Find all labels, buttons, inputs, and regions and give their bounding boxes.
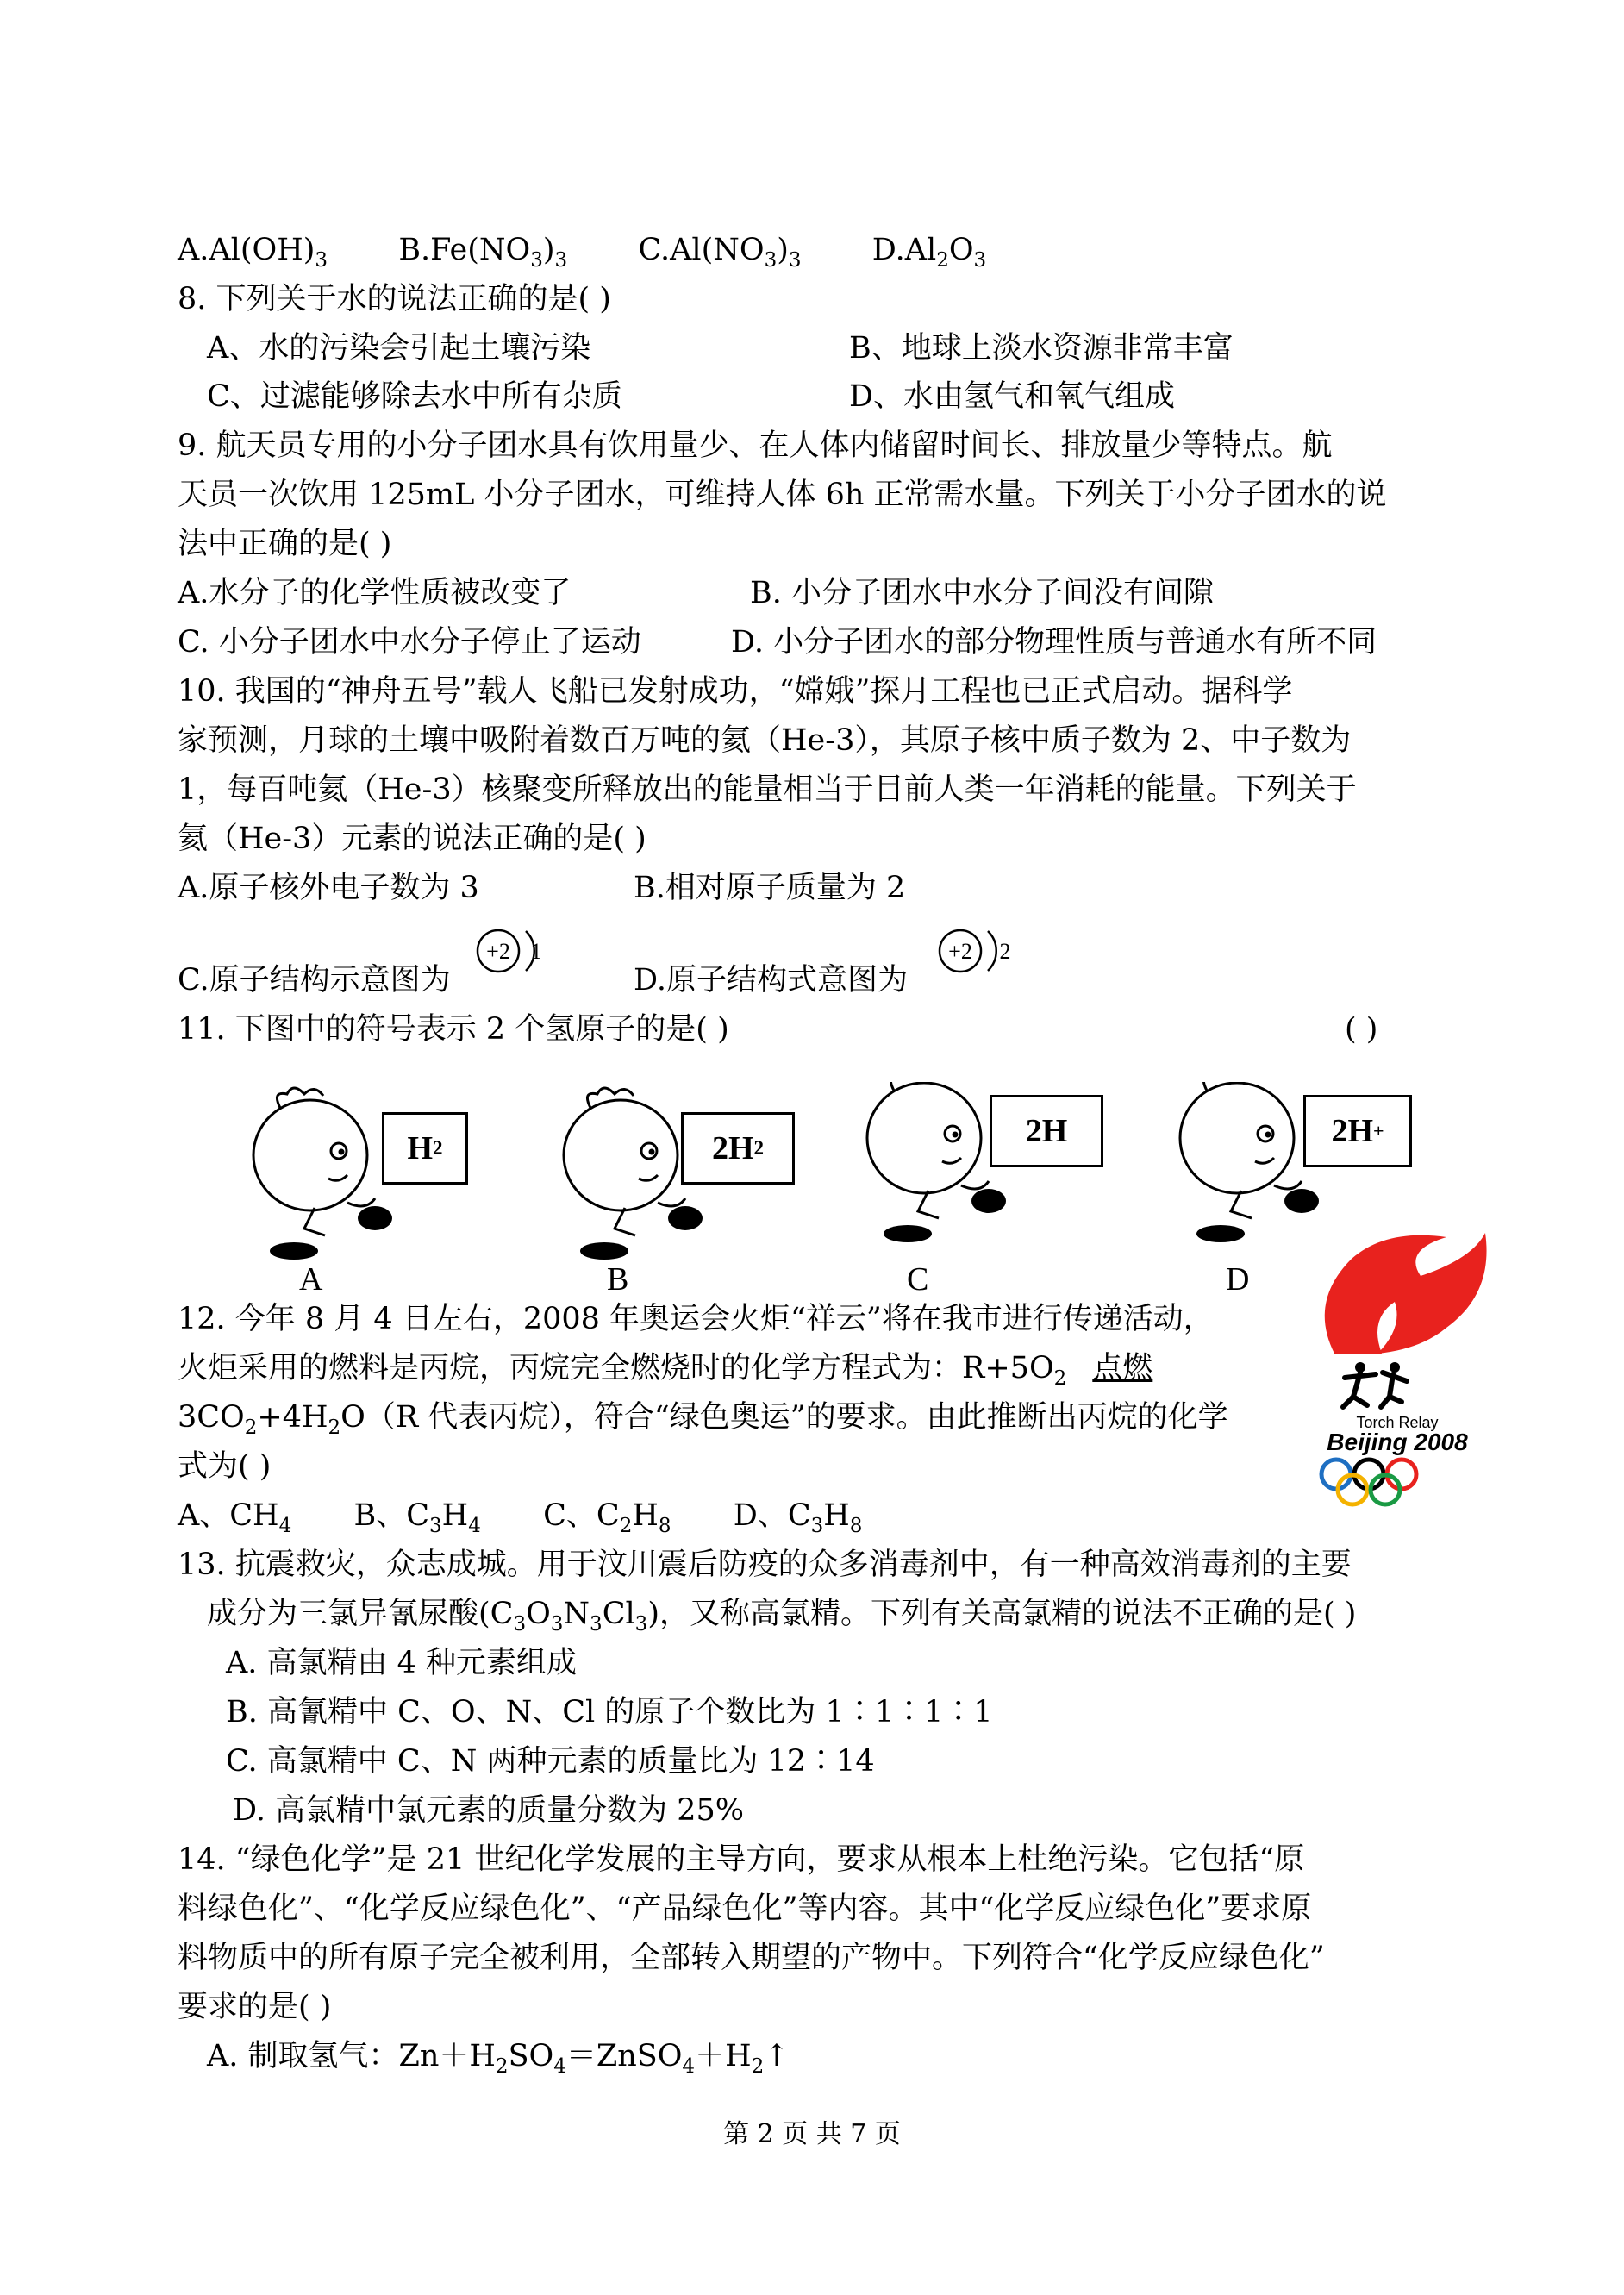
- svg-text:1: 1: [530, 939, 542, 964]
- q7-options: [178, 231, 986, 279]
- q12-option-a: A、$CH_4$: [178, 1498, 292, 1537]
- q13-option-d: D. 高氯精中氯元素的质量分数为 25%: [233, 1793, 744, 1828]
- q10-option-a: A.原子核外电子数为 3: [178, 871, 479, 905]
- q10-line-2: 家预测，月球的土壤中吸附着数百万吨的氦（He-3），其原子核中质子数为 2、中子数为: [178, 723, 1352, 758]
- q12-options: [178, 1497, 862, 1545]
- q11-stem: 11. 下图中的符号表示 2 个氢原子的是( ): [178, 1012, 729, 1047]
- q7-option-a: $A.Al(OH)_3$: [178, 233, 328, 272]
- q10-option-b: B.相对原子质量为 2: [634, 871, 906, 905]
- q12-line-4: 式为( ): [178, 1449, 272, 1484]
- q9-option-c: C. 小分子团水中水分子停止了运动: [178, 625, 641, 660]
- q8-option-d: D、水由氢气和氧气组成: [849, 379, 1176, 414]
- q10-line-1: 10. 我国的“神舟五号”载人飞船已发射成功，“嫦娥”探月工程也已正式启动。据科学: [178, 674, 1293, 709]
- q9-option-d: D. 小分子团水的部分物理性质与普通水有所不同: [731, 625, 1377, 660]
- q12-line-3: $3CO_2+4H_2O(R$ 代表丙烷），符合“绿色奥运”的要求。由此推断出丙烷的化学: [178, 1400, 1228, 1439]
- q11-card-b: 2H 2: [681, 1112, 795, 1185]
- q12-option-d: D、$C_3H_8$: [733, 1498, 863, 1537]
- q13-option-b: B. 高氰精中 C、O、N、Cl 的原子个数比为 1∶1∶1∶1: [226, 1695, 993, 1729]
- q11-label-d: D: [1226, 1261, 1250, 1298]
- svg-text:Torch Relay: Torch Relay: [1356, 1414, 1439, 1431]
- q12-reaction-condition: 点燃: [1092, 1351, 1153, 1385]
- q12-line-1: 12. 今年 8 月 4 日左右，2008 年奥运会火炬“祥云”将在我市进行传递活动，: [178, 1302, 1214, 1336]
- q7-option-d: $D.Al_2O_3$: [871, 233, 987, 272]
- q9-option-a: A.水分子的化学性质被改变了: [178, 576, 572, 610]
- q10-option-c: C.原子结构示意图为: [178, 963, 451, 997]
- page-footer: 第 2 页 共 7 页: [723, 2119, 901, 2149]
- q13-line-1: 13. 抗震救灾，众志成城。用于汶川震后防疫的众多消毒剂中，有一种高效消毒剂的主要: [178, 1548, 1352, 1582]
- q7-option-c: $C.Al(NO_3)_3$: [638, 233, 802, 272]
- q14-line-3: 料物质中的所有原子完全被利用，全部转入期望的产物中。下列符合“化学反应绿色化”: [178, 1941, 1325, 1975]
- svg-text:+2: +2: [486, 939, 510, 964]
- svg-text:Beijing 2008: Beijing 2008: [1327, 1429, 1468, 1455]
- q14-option-a: A. 制取氢气：$Zn+H_2SO_4=ZnSO_4+H_2↑$: [207, 2039, 790, 2078]
- q13-option-a: A. 高氯精由 4 种元素组成: [226, 1646, 578, 1680]
- beijing-2008-torch-relay-logo: [1300, 1224, 1498, 1509]
- q12-option-c: C、$C_2H_8$: [543, 1498, 671, 1537]
- q11-card-c: 2H: [990, 1095, 1103, 1167]
- q9-line-1: 9. 航天员专用的小分子团水具有饮用量少、在人体内储留时间长、排放量少等特点。航: [178, 428, 1333, 463]
- q11-label-c: C: [907, 1261, 929, 1298]
- svg-text:+2: +2: [948, 939, 972, 964]
- q14-line-2: 料绿色化”、“化学反应绿色化”、“产品绿色化”等内容。其中“化学反应绿色化”要求原: [178, 1892, 1312, 1926]
- q10-line-3: 1，每百吨氦（He-3）核聚变所释放出的能量相当于目前人类一年消耗的能量。下列关于: [178, 772, 1357, 807]
- q8-option-a: A、水的污染会引起土壤污染: [207, 331, 591, 366]
- atom-diagram-c: [472, 921, 550, 981]
- q11-answer-paren: ( ): [1345, 1012, 1378, 1047]
- svg-text:2: 2: [999, 939, 1011, 964]
- q12-option-b: B、$C_3H_4$: [353, 1498, 481, 1537]
- q14-line-1: 14. “绿色化学”是 21 世纪化学发展的主导方向，要求从根本上杜绝污染。它包括“原: [178, 1842, 1305, 1877]
- q9-line-3: 法中正确的是( ): [178, 527, 392, 561]
- q11-card-d: 2H +: [1303, 1095, 1412, 1167]
- q14-line-4: 要求的是( ): [178, 1990, 332, 2024]
- q8-option-b: B、地球上淡水资源非常丰富: [849, 331, 1234, 366]
- q13-option-c: C. 高氯精中 C、N 两种元素的质量比为 12∶14: [226, 1744, 875, 1779]
- q8-option-c: C、过滤能够除去水中所有杂质: [207, 379, 622, 414]
- atom-diagram-d: [934, 921, 1021, 981]
- gas-arrow-icon: ↑: [764, 2039, 790, 2073]
- q11-label-a: A: [299, 1261, 323, 1298]
- q11-label-b: B: [607, 1261, 629, 1298]
- q13-line-2: 成分为三氯异氰尿酸$(C_3O_3N_3Cl_3)$，又称高氯精。下列有关高氯精的说法不正确的是( ): [207, 1597, 1357, 1635]
- q9-line-2: 天员一次饮用 125mL 小分子团水，可维持人体 6h 正常需水量。下列关于小分子团水的说: [178, 478, 1387, 512]
- q11-card-a: H 2: [382, 1112, 468, 1185]
- q8-stem: 8. 下列关于水的说法正确的是( ): [178, 282, 611, 316]
- q9-option-b: B. 小分子团水中水分子间没有间隙: [750, 576, 1214, 610]
- q10-line-4: 氦（He-3）元素的说法正确的是( ): [178, 822, 646, 856]
- q7-option-b: $B.Fe(NO_3)_3$: [398, 233, 568, 272]
- q12-line-2: 火炬采用的燃料是丙烷，丙烷完全燃烧时的化学方程式为：$R+5O_2$ 点燃: [178, 1351, 1153, 1390]
- q10-option-d: D.原子结构式意图为: [634, 963, 908, 997]
